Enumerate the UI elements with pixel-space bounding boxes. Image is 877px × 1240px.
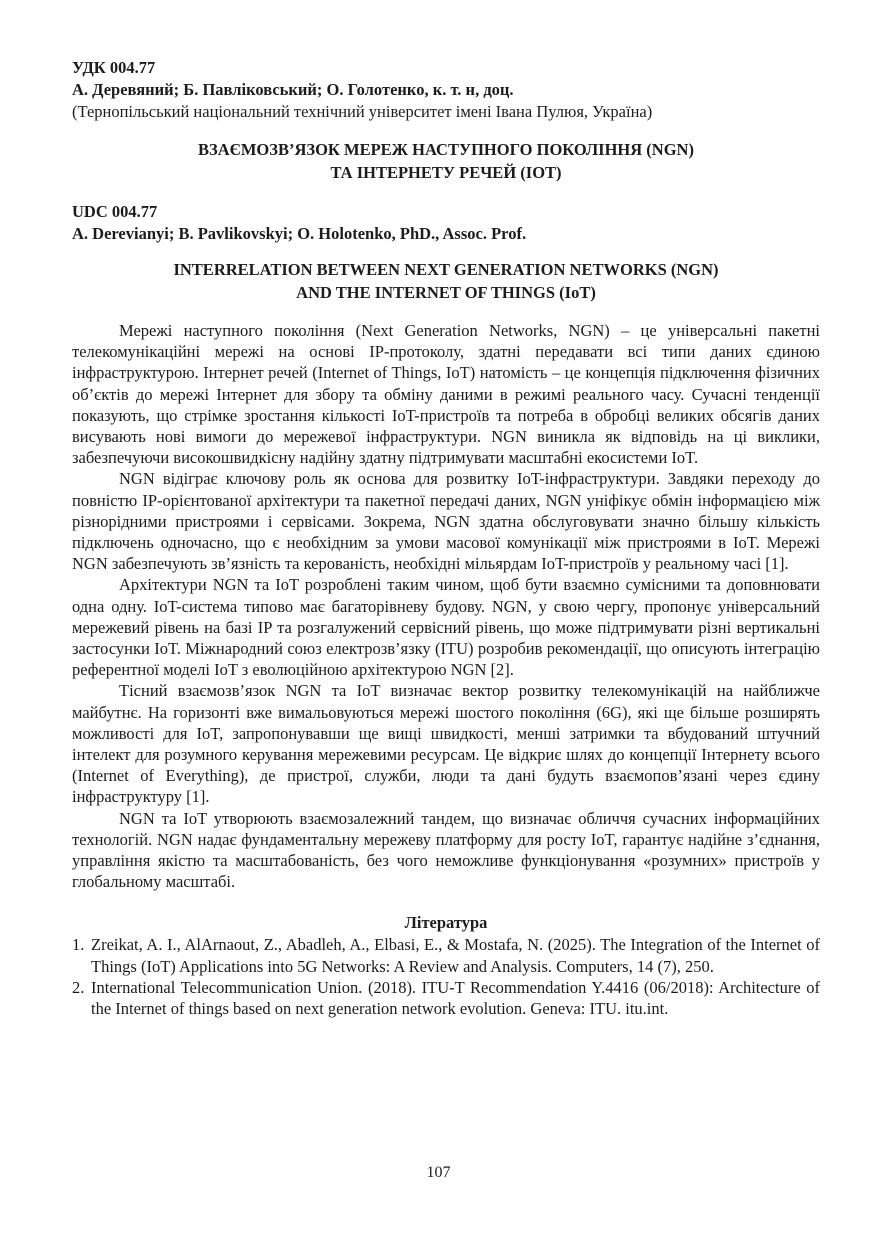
reference-item	[72, 977, 820, 1019]
udc-code-ua: УДК 004.77	[72, 58, 156, 77]
article-title-en-line2: AND THE INTERNET OF THINGS (IoT)	[296, 283, 596, 302]
authors-ua: А. Деревяний; Б. Павліковський; О. Голотенко, к. т. н, доц.	[72, 80, 514, 99]
reference-text: International Telecommunication Union. (2018). ITU-T Recommendation Y.4416 (06/2018): Architecture of the Internet of things based on next generation network evolution. Geneva: ITU. itu.int.	[91, 977, 820, 1019]
authors-en: A. Derevianyi; B. Pavlikovskyi; O. Holotenko, PhD., Assoc. Prof.	[72, 224, 527, 243]
paragraph-4: Тісний взаємозв’язок NGN та IoT визначає вектор розвитку телекомунікацій на найближче майбутнє. На горизонті вже вимальовуються мережі шостого покоління (6G), які ще більше розширять можливості для IoT, запропонувавши ще вищі швидкості, менші затримки та вбудований штучний інтелект для розумного керування мережевими ресурсам. Це відкриє шлях до концепції Інтернету всього (Internet of Everything), де пристрої, служби, люди та дані будуть взаємопов’язані через єдину інфраструктуру [1].	[72, 681, 820, 807]
abstract-body	[72, 320, 820, 892]
reference-item	[72, 934, 820, 976]
reference-text: Zreikat, A. I., AlArnaout, Z., Abadleh, A., Elbasi, E., & Mostafa, N. (2025). The Integration of the Internet of Things (IoT) Applications into 5G Networks: A Review and Analysis. Computers, 14 (7), 250.	[91, 935, 820, 976]
affiliation-ua: (Тернопільський національний технічний університет імені Івана Пулюя, Україна)	[72, 102, 653, 121]
paragraph-1: Мережі наступного покоління (Next Generation Networks, NGN) – це універсальні пакетні телекомунікаційні мережі на основі IP-протоколу, здатні передавати всі типи даних єдиною інфраструктурою. Інтернет речей (Internet of Things, IoT) натомість – це концепція підключення фізичних об’єктів до мережі Інтернет для збору та обміну даними в режимі реального часу. Сучасні тенденції показують, що стрімке зростання кількості IoT-пристроїв та потреба в обробці великих обсягів даних висувають нові вимоги до мережевої інфраструктури. NGN виникла як відповідь на ці виклики, забезпечуючи високошвидкісну надійну здатну підтримувати масштабні екосистеми IoT.	[72, 321, 820, 468]
article-title-en	[72, 258, 820, 304]
udc-code-en: UDC 004.77	[72, 202, 158, 221]
page-content	[72, 57, 820, 1019]
references-list	[72, 934, 820, 1019]
article-title-ua	[72, 138, 820, 184]
paragraph-2: NGN відіграє ключову роль як основа для розвитку IoT-інфраструктури. Завдяки переходу до повністю IP-орієнтованої архітектури та пакетної передачі даних, NGN уніфікує обмін інформацією між різнорідними пристроями і сервісами. Зокрема, NGN здатна обслуговувати значно більшу кількість підключень одночасно, що є необхідним за умови масової комунікації між пристроями в IoT. Мережі NGN забезпечують зв’язність та керованість, необхідні мільярдам IoT-пристроїв у реальному часі [1].	[72, 469, 820, 574]
reference-number: 1.	[72, 935, 85, 955]
article-title-en-line1: INTERRELATION BETWEEN NEXT GENERATION NETWORKS (NGN)	[173, 260, 719, 279]
article-title-ua-line2: ТА ІНТЕРНЕТУ РЕЧЕЙ (ІОТ)	[330, 163, 562, 182]
references-heading: Література	[404, 913, 488, 933]
reference-number: 2.	[72, 977, 85, 997]
paragraph-5: NGN та IoT утворюють взаємозалежний тандем, що визначає обличчя сучасних інформаційних технологій. NGN надає фундаментальну мережеву платформу для росту IoT, гарантує надійне з’єднання, управління якістю та масштабованість, без чого неможливе функціонування «розумних» пристроїв у глобальному масштабі.	[72, 808, 820, 892]
page-number: 107	[426, 1164, 451, 1181]
paragraph-3: Архітектури NGN та IoT розроблені таким чином, щоб бути взаємно сумісними та доповнювати одна одну. IoT-система типово має багаторівневу будову. NGN, у свою чергу, пропонує універсальний мережевий рівень на базі IP та розгалужений сервісний рівень, що може підтримувати різні вертикальні застосунки IoT. Міжнародний союз електрозв’язку (ITU) розробив рекомендації, що описують інтеграцію референтної моделі IoT з еволюційною архітектурою NGN [2].	[72, 575, 820, 680]
article-title-ua-line1: ВЗАЄМОЗВ’ЯЗОК МЕРЕЖ НАСТУПНОГО ПОКОЛІННЯ (NGN)	[198, 140, 694, 159]
header-en-block	[72, 201, 820, 245]
